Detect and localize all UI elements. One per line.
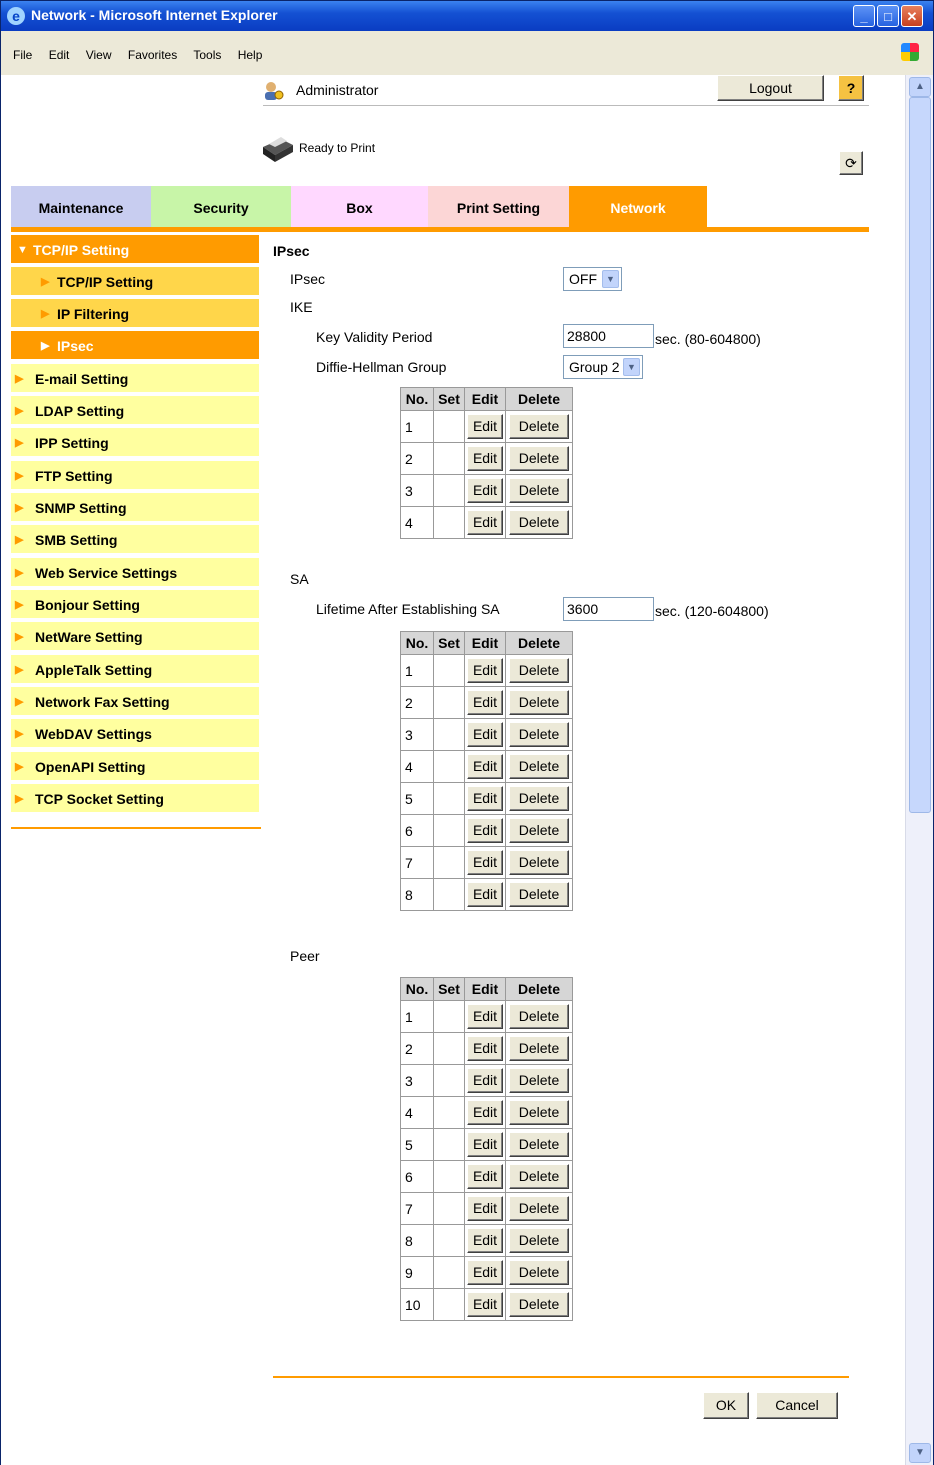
delete-button[interactable]: Delete xyxy=(509,1260,569,1285)
menu-tools[interactable]: Tools xyxy=(193,48,222,62)
expanded-triangle-icon: ▼ xyxy=(17,244,28,256)
table-row xyxy=(401,411,573,443)
delete-button[interactable]: Delete xyxy=(509,1068,569,1093)
table-row xyxy=(401,1065,573,1097)
row-number: 6 xyxy=(401,815,434,847)
row-edit-cell xyxy=(465,1065,506,1097)
sidebar-item-snmp[interactable] xyxy=(11,493,259,523)
row-edit-cell xyxy=(465,411,506,443)
triangle-icon: ▶ xyxy=(41,340,50,352)
title-bar xyxy=(1,1,933,31)
triangle-icon: ▶ xyxy=(15,664,24,676)
table-row xyxy=(401,655,573,687)
window-title: Network - Microsoft Internet Explorer xyxy=(31,7,278,23)
row-edit-cell xyxy=(465,1097,506,1129)
sidebar-item-label: OpenAPI Setting xyxy=(35,759,146,775)
edit-button[interactable]: Edit xyxy=(467,1164,503,1189)
sidebar-item-label: IPP Setting xyxy=(35,435,109,451)
menu-favorites[interactable]: Favorites xyxy=(127,48,178,62)
triangle-icon: ▶ xyxy=(15,567,24,579)
sidebar-item-label: Web Service Settings xyxy=(35,565,178,581)
tab-security[interactable]: Security xyxy=(151,186,291,230)
menu-file[interactable]: File xyxy=(13,48,33,62)
sidebar-item-ldap[interactable] xyxy=(11,396,259,426)
sidebar-item-tcp-socket[interactable] xyxy=(11,784,259,814)
row-edit-cell xyxy=(465,1225,506,1257)
row-delete-cell xyxy=(506,655,573,687)
row-set-cell xyxy=(434,1225,465,1257)
row-number: 5 xyxy=(401,783,434,815)
row-number: 4 xyxy=(401,507,434,539)
delete-button[interactable]: Delete xyxy=(509,658,569,683)
delete-button[interactable]: Delete xyxy=(509,1036,569,1061)
table-row xyxy=(401,443,573,475)
key-validity-input[interactable] xyxy=(563,324,654,348)
user-name: Administrator xyxy=(296,82,379,98)
key-validity-label: Key Validity Period xyxy=(316,329,433,345)
logout-button[interactable]: Logout xyxy=(717,75,824,101)
row-set-cell xyxy=(434,1161,465,1193)
row-edit-cell xyxy=(465,751,506,783)
column-header: No. xyxy=(401,978,434,1001)
row-set-cell xyxy=(434,507,465,539)
refresh-icon[interactable]: ⟳ xyxy=(839,151,863,175)
edit-button[interactable]: Edit xyxy=(467,510,503,535)
table-row xyxy=(401,815,573,847)
chevron-down-icon: ▼ xyxy=(602,270,619,288)
sa-label: SA xyxy=(290,571,309,587)
row-delete-cell xyxy=(506,1193,573,1225)
sidebar-item-bonjour[interactable] xyxy=(11,590,259,620)
edit-button[interactable]: Edit xyxy=(467,1036,503,1061)
edit-button[interactable]: Edit xyxy=(467,478,503,503)
sidebar-item-label: TCP Socket Setting xyxy=(35,791,164,807)
delete-button[interactable]: Delete xyxy=(509,446,569,471)
table-row xyxy=(401,1097,573,1129)
delete-button[interactable]: Delete xyxy=(509,882,569,907)
row-edit-cell xyxy=(465,1001,506,1033)
windows-logo-icon xyxy=(901,43,919,61)
triangle-icon: ▶ xyxy=(41,308,50,320)
edit-button[interactable]: Edit xyxy=(467,722,503,747)
row-delete-cell xyxy=(506,1097,573,1129)
tab-network[interactable]: Network xyxy=(569,186,707,230)
row-number: 1 xyxy=(401,655,434,687)
triangle-icon: ▶ xyxy=(15,470,24,482)
row-delete-cell xyxy=(506,751,573,783)
row-edit-cell xyxy=(465,815,506,847)
vertical-scrollbar[interactable] xyxy=(905,75,933,1465)
triangle-icon: ▶ xyxy=(15,761,24,773)
edit-button[interactable]: Edit xyxy=(467,1100,503,1125)
row-edit-cell xyxy=(465,687,506,719)
scrollbar-thumb[interactable] xyxy=(909,97,931,813)
row-number: 10 xyxy=(401,1289,434,1321)
row-delete-cell xyxy=(506,719,573,751)
delete-button[interactable]: Delete xyxy=(509,478,569,503)
sidebar-item-label: SMB Setting xyxy=(35,532,118,548)
row-edit-cell xyxy=(465,1257,506,1289)
sidebar-item-label: WebDAV Settings xyxy=(35,726,152,742)
row-delete-cell xyxy=(506,1225,573,1257)
row-set-cell xyxy=(434,1193,465,1225)
ipsec-select[interactable] xyxy=(563,267,622,291)
row-number: 1 xyxy=(401,1001,434,1033)
delete-button[interactable]: Delete xyxy=(509,1100,569,1125)
edit-button[interactable]: Edit xyxy=(467,1068,503,1093)
column-header: Edit xyxy=(465,978,506,1001)
edit-button[interactable]: Edit xyxy=(467,1260,503,1285)
row-delete-cell xyxy=(506,507,573,539)
triangle-icon: ▶ xyxy=(15,728,24,740)
row-edit-cell xyxy=(465,783,506,815)
edit-button[interactable]: Edit xyxy=(467,690,503,715)
table-row xyxy=(401,1129,573,1161)
delete-button[interactable]: Delete xyxy=(509,510,569,535)
row-set-cell xyxy=(434,475,465,507)
row-number: 2 xyxy=(401,687,434,719)
row-set-cell xyxy=(434,1065,465,1097)
sidebar-subitem-ip-filtering[interactable] xyxy=(11,299,259,329)
delete-button[interactable]: Delete xyxy=(509,754,569,779)
row-set-cell xyxy=(434,1097,465,1129)
row-set-cell xyxy=(434,815,465,847)
row-set-cell xyxy=(434,1289,465,1321)
row-number: 2 xyxy=(401,1033,434,1065)
page-title: IPsec xyxy=(273,243,310,259)
delete-button[interactable]: Delete xyxy=(509,690,569,715)
row-edit-cell xyxy=(465,719,506,751)
scroll-down-icon[interactable]: ▼ xyxy=(909,1443,931,1463)
row-number: 8 xyxy=(401,879,434,911)
cancel-button[interactable]: Cancel xyxy=(756,1392,838,1419)
ipsec-select-value: OFF xyxy=(569,271,597,287)
delete-button[interactable]: Delete xyxy=(509,1164,569,1189)
delete-button[interactable]: Delete xyxy=(509,786,569,811)
row-delete-cell xyxy=(506,1001,573,1033)
maximize-button[interactable]: □ xyxy=(877,5,899,27)
triangle-icon: ▶ xyxy=(15,631,24,643)
row-number: 7 xyxy=(401,1193,434,1225)
key-validity-unit: sec. (80-604800) xyxy=(655,331,761,347)
column-header: Set xyxy=(434,388,465,411)
table-row xyxy=(401,879,573,911)
sidebar-item-label: Network Fax Setting xyxy=(35,694,170,710)
row-number: 8 xyxy=(401,1225,434,1257)
close-button[interactable]: ✕ xyxy=(901,5,923,27)
row-set-cell xyxy=(434,655,465,687)
printer-status: Ready to Print xyxy=(299,141,376,155)
row-delete-cell xyxy=(506,1033,573,1065)
edit-button[interactable]: Edit xyxy=(467,1196,503,1221)
ipsec-label: IPsec xyxy=(290,271,326,287)
edit-button[interactable]: Edit xyxy=(467,1132,503,1157)
tab-print-setting[interactable]: Print Setting xyxy=(428,186,569,230)
minimize-button[interactable]: _ xyxy=(853,5,875,27)
delete-button[interactable]: Delete xyxy=(509,414,569,439)
delete-button[interactable]: Delete xyxy=(509,1196,569,1221)
row-number: 3 xyxy=(401,719,434,751)
row-set-cell xyxy=(434,847,465,879)
table-row xyxy=(401,507,573,539)
triangle-icon: ▶ xyxy=(15,373,24,385)
delete-button[interactable]: Delete xyxy=(509,1292,569,1317)
row-edit-cell xyxy=(465,879,506,911)
row-set-cell xyxy=(434,443,465,475)
delete-button[interactable]: Delete xyxy=(509,1004,569,1029)
row-delete-cell xyxy=(506,1065,573,1097)
edit-button[interactable]: Edit xyxy=(467,850,503,875)
edit-button[interactable]: Edit xyxy=(467,754,503,779)
row-delete-cell xyxy=(506,879,573,911)
sa-table xyxy=(400,631,573,911)
tab-box[interactable]: Box xyxy=(291,186,428,230)
ok-button[interactable]: OK xyxy=(703,1392,749,1419)
dh-group-label: Diffie-Hellman Group xyxy=(316,359,447,375)
printer-status-icon xyxy=(261,133,295,163)
row-edit-cell xyxy=(465,507,506,539)
row-edit-cell xyxy=(465,655,506,687)
row-delete-cell xyxy=(506,815,573,847)
edit-button[interactable]: Edit xyxy=(467,446,503,471)
row-edit-cell xyxy=(465,443,506,475)
chevron-down-icon: ▼ xyxy=(623,358,640,376)
delete-button[interactable]: Delete xyxy=(509,818,569,843)
lifetime-input[interactable] xyxy=(563,597,654,621)
table-row xyxy=(401,719,573,751)
edit-button[interactable]: Edit xyxy=(467,1228,503,1253)
table-row xyxy=(401,475,573,507)
row-set-cell xyxy=(434,1257,465,1289)
column-header: Delete xyxy=(506,388,573,411)
sidebar-item-network-fax[interactable] xyxy=(11,687,259,717)
sidebar-subitem-ipsec[interactable] xyxy=(11,331,259,361)
column-header: Set xyxy=(434,978,465,1001)
delete-button[interactable]: Delete xyxy=(509,1132,569,1157)
sidebar-item-label: LDAP Setting xyxy=(35,403,125,419)
sidebar-item-tcpip-group[interactable] xyxy=(11,235,259,265)
row-delete-cell xyxy=(506,443,573,475)
triangle-icon: ▶ xyxy=(15,793,24,805)
column-header: No. xyxy=(401,632,434,655)
row-set-cell xyxy=(434,687,465,719)
lifetime-unit: sec. (120-604800) xyxy=(655,603,769,619)
table-row xyxy=(401,1289,573,1321)
row-number: 3 xyxy=(401,1065,434,1097)
page-content xyxy=(1,75,906,1465)
triangle-icon: ▶ xyxy=(15,534,24,546)
sidebar-item-label: NetWare Setting xyxy=(35,629,143,645)
row-edit-cell xyxy=(465,1033,506,1065)
sidebar-item-label: FTP Setting xyxy=(35,468,113,484)
row-set-cell xyxy=(434,879,465,911)
table-row xyxy=(401,751,573,783)
peer-label: Peer xyxy=(290,948,320,964)
edit-button[interactable]: Edit xyxy=(467,414,503,439)
row-delete-cell xyxy=(506,1129,573,1161)
row-edit-cell xyxy=(465,1289,506,1321)
row-number: 4 xyxy=(401,1097,434,1129)
help-button[interactable]: ? xyxy=(838,75,864,101)
sidebar-item-label: Bonjour Setting xyxy=(35,597,140,613)
row-number: 7 xyxy=(401,847,434,879)
row-delete-cell xyxy=(506,1289,573,1321)
menu-view[interactable]: View xyxy=(85,48,112,62)
table-row xyxy=(401,1225,573,1257)
edit-button[interactable]: Edit xyxy=(467,786,503,811)
triangle-icon: ▶ xyxy=(15,696,24,708)
edit-button[interactable]: Edit xyxy=(467,658,503,683)
table-row xyxy=(401,1161,573,1193)
menu-bar xyxy=(1,31,933,76)
row-number: 2 xyxy=(401,443,434,475)
sidebar-item-label: TCP/IP Setting xyxy=(33,242,130,258)
sidebar-subitem-tcpip[interactable] xyxy=(11,267,259,297)
table-row xyxy=(401,1001,573,1033)
table-row xyxy=(401,687,573,719)
delete-button[interactable]: Delete xyxy=(509,1228,569,1253)
table-row xyxy=(401,1257,573,1289)
footer-divider xyxy=(273,1376,849,1378)
table-row xyxy=(401,783,573,815)
sidebar-item-webdav[interactable] xyxy=(11,719,259,749)
menu-help[interactable]: Help xyxy=(237,48,263,62)
divider xyxy=(263,105,869,106)
edit-button[interactable]: Edit xyxy=(467,1292,503,1317)
row-set-cell xyxy=(434,1129,465,1161)
tab-maintenance[interactable]: Maintenance xyxy=(11,186,151,230)
lifetime-label: Lifetime After Establishing SA xyxy=(316,601,500,617)
sidebar-item-label: SNMP Setting xyxy=(35,500,127,516)
dh-group-select-value: Group 2 xyxy=(569,359,620,375)
delete-button[interactable]: Delete xyxy=(509,722,569,747)
row-number: 1 xyxy=(401,411,434,443)
row-delete-cell xyxy=(506,1161,573,1193)
menu-edit[interactable]: Edit xyxy=(48,48,70,62)
row-number: 6 xyxy=(401,1161,434,1193)
sidebar-item-openapi[interactable] xyxy=(11,752,259,782)
triangle-icon: ▶ xyxy=(15,437,24,449)
dh-group-select[interactable] xyxy=(563,355,643,379)
row-number: 4 xyxy=(401,751,434,783)
row-edit-cell xyxy=(465,1161,506,1193)
table-row xyxy=(401,847,573,879)
sidebar-item-netware[interactable] xyxy=(11,622,259,652)
tab-underline xyxy=(11,227,869,232)
sidebar-item-smb[interactable] xyxy=(11,525,259,555)
row-number: 9 xyxy=(401,1257,434,1289)
row-set-cell xyxy=(434,411,465,443)
table-row xyxy=(401,1033,573,1065)
sidebar-item-web-service[interactable] xyxy=(11,558,259,588)
table-row xyxy=(401,1193,573,1225)
row-set-cell xyxy=(434,751,465,783)
sidebar-item-label: IPsec xyxy=(57,338,94,354)
column-header: Edit xyxy=(465,632,506,655)
column-header: Delete xyxy=(506,978,573,1001)
row-number: 5 xyxy=(401,1129,434,1161)
sidebar-item-label: E-mail Setting xyxy=(35,371,129,387)
sidebar-item-ipp[interactable] xyxy=(11,428,259,458)
triangle-icon: ▶ xyxy=(15,405,24,417)
edit-button[interactable]: Edit xyxy=(467,1004,503,1029)
edit-button[interactable]: Edit xyxy=(467,882,503,907)
sidebar-item-ftp[interactable] xyxy=(11,461,259,491)
ie-logo-icon: e xyxy=(7,7,25,25)
sidebar-item-appletalk[interactable] xyxy=(11,655,259,685)
column-header: No. xyxy=(401,388,434,411)
row-delete-cell xyxy=(506,847,573,879)
row-number: 3 xyxy=(401,475,434,507)
scroll-up-icon[interactable]: ▲ xyxy=(909,77,931,97)
ike-label: IKE xyxy=(290,299,313,315)
row-set-cell xyxy=(434,1001,465,1033)
sidebar-item-email[interactable] xyxy=(11,364,259,394)
row-set-cell xyxy=(434,719,465,751)
sidebar-item-label: AppleTalk Setting xyxy=(35,662,153,678)
sidebar-divider xyxy=(11,827,261,829)
column-header: Set xyxy=(434,632,465,655)
triangle-icon: ▶ xyxy=(41,276,50,288)
column-header: Edit xyxy=(465,388,506,411)
peer-table xyxy=(400,977,573,1321)
ike-table xyxy=(400,387,573,539)
row-edit-cell xyxy=(465,1129,506,1161)
row-delete-cell xyxy=(506,475,573,507)
row-edit-cell xyxy=(465,475,506,507)
row-delete-cell xyxy=(506,411,573,443)
column-header: Delete xyxy=(506,632,573,655)
triangle-icon: ▶ xyxy=(15,599,24,611)
delete-button[interactable]: Delete xyxy=(509,850,569,875)
sidebar-item-label: IP Filtering xyxy=(57,306,130,322)
administrator-icon xyxy=(263,81,285,101)
row-delete-cell xyxy=(506,687,573,719)
sidebar-item-label: TCP/IP Setting xyxy=(57,274,154,290)
triangle-icon: ▶ xyxy=(15,502,24,514)
row-edit-cell xyxy=(465,847,506,879)
row-set-cell xyxy=(434,783,465,815)
row-set-cell xyxy=(434,1033,465,1065)
edit-button[interactable]: Edit xyxy=(467,818,503,843)
row-edit-cell xyxy=(465,1193,506,1225)
row-delete-cell xyxy=(506,1257,573,1289)
row-delete-cell xyxy=(506,783,573,815)
